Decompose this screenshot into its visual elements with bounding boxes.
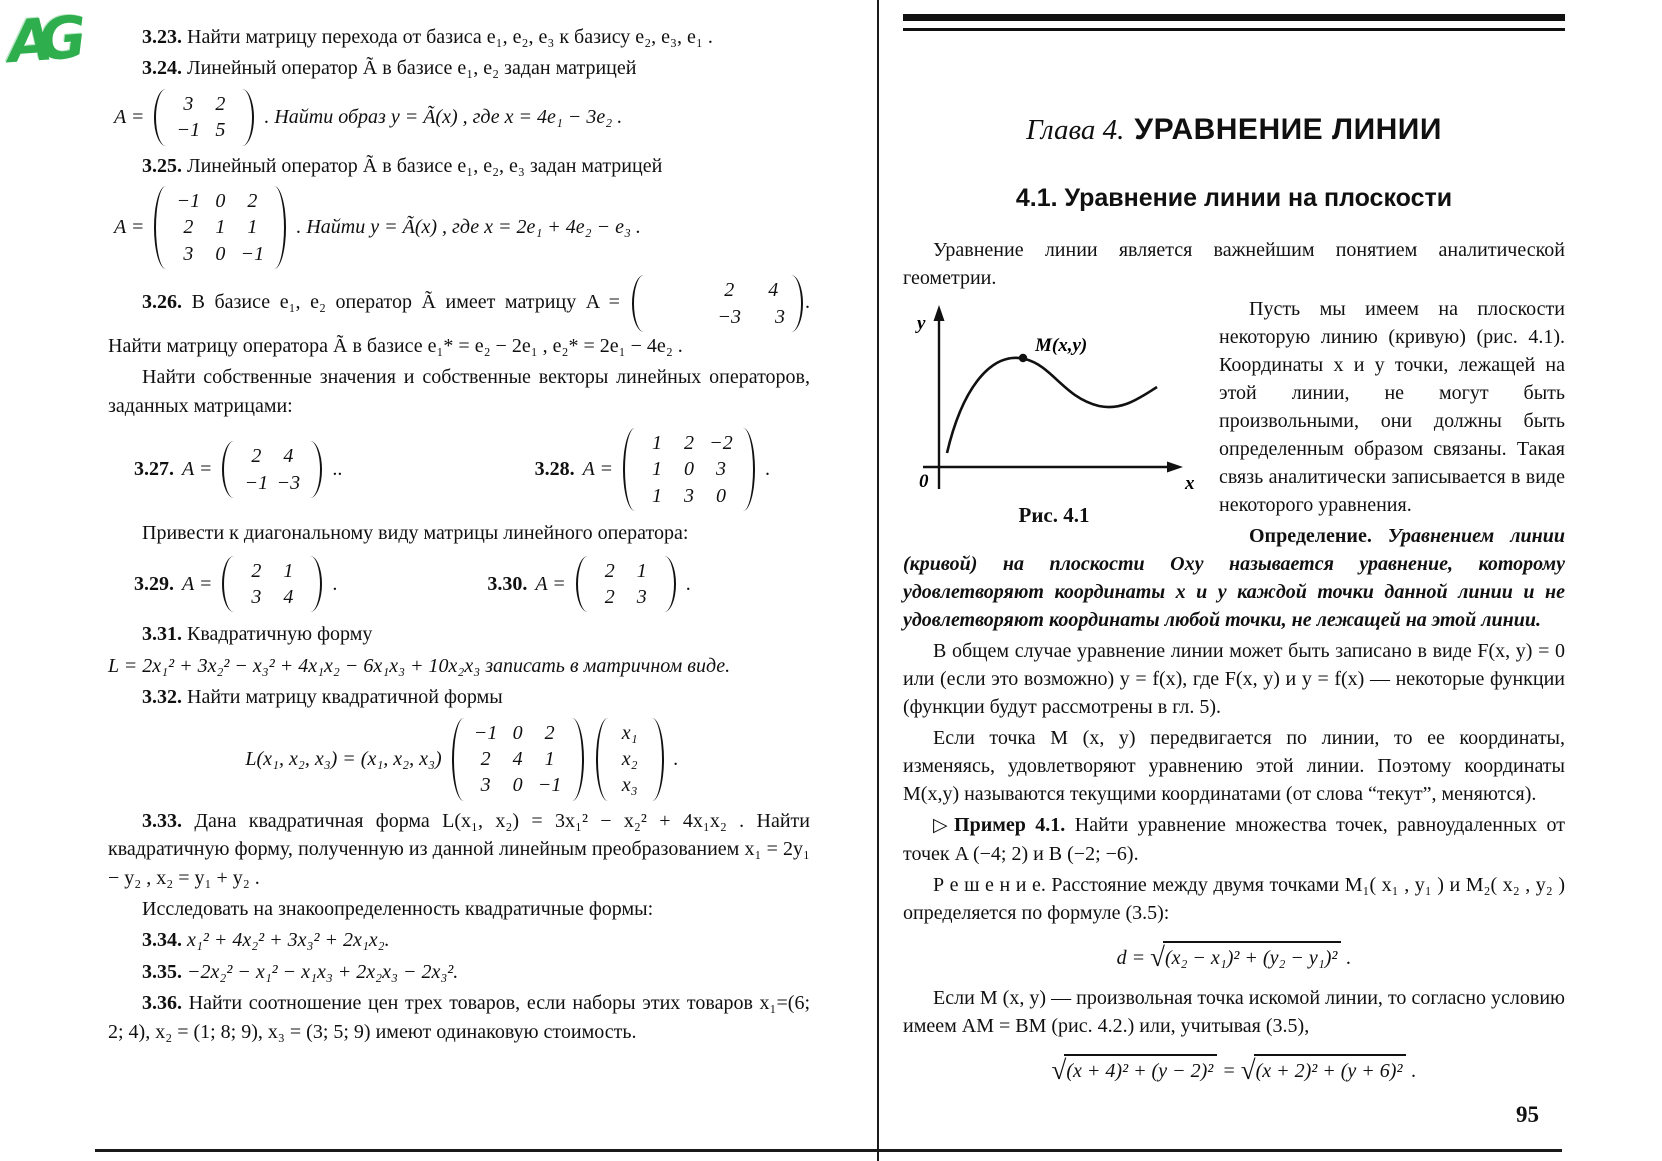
sqrt-icon: √	[1240, 1055, 1256, 1086]
problem-3-23	[108, 23, 810, 51]
sqrt-icon: √	[1150, 941, 1165, 972]
paren-open	[154, 89, 166, 146]
equation-tail: .	[685, 572, 691, 595]
matrix-body: −1 0 2 2 4 1 3 0 −1	[473, 721, 562, 797]
paragraph-general-form: В общем случае уравнение линии может быть записано в виде F(x, y) = 0 или (если это возможно) y = f(x), где F(x, y) и y = f(x) — некоторые функции (функции будут рассмотрены в гл. 5).	[903, 640, 1565, 718]
matrix-body: 2 1 3 4	[251, 559, 294, 609]
formula-tail: .	[1406, 1060, 1417, 1083]
problem-text: В базисе e₁, e₂ оператор Ã имеет матрицу A =	[191, 291, 620, 314]
problem-number: 3.34.	[142, 929, 182, 952]
problem-3-26	[108, 275, 810, 360]
formula-equals: =	[1217, 1060, 1241, 1083]
matrix-3-26	[632, 275, 804, 332]
vector-body: x₁ x₂ x₃	[621, 721, 638, 797]
equation-3-32	[114, 718, 810, 801]
paren-open	[632, 275, 644, 332]
equation-tail: .	[673, 747, 679, 770]
matrix-3-28	[623, 428, 755, 511]
paren-open	[596, 718, 608, 801]
definition-label: Определение.	[1249, 525, 1372, 547]
paren-close	[310, 556, 322, 613]
right-page	[903, 14, 1565, 1098]
figure-4-1	[903, 299, 1203, 499]
equation-tail: .	[765, 458, 770, 481]
paren-open	[154, 186, 166, 269]
formula-radicand-right: (x + 2)² + (y + 6)²	[1254, 1054, 1407, 1085]
problems-3-29-3-30	[108, 556, 810, 613]
chapter-heading	[903, 109, 1565, 151]
matrix-body: −1 0 2 2 1 1 3 0 −1	[176, 189, 265, 265]
x-axis-label: x	[1185, 473, 1195, 494]
paren-close	[274, 186, 286, 269]
equation-lhs: L(x₁, x₂, x₃) = (x₁, x₂, x₃)	[245, 747, 442, 770]
paragraph-line-on-plane: Пусть мы имеем на плоскости некоторую линию (кривую) (рис. 4.1). Координаты x и y точки, лежащей на этой линии, не могут быть произвольными, они должны быть определенным образом связаны. Такая связь аналитически записывается в виде некоторого уравнения.	[1219, 298, 1565, 516]
definition-paragraph	[903, 522, 1565, 634]
problem-text: −2x₂² − x₁² − x₁x₃ + 2x₂x₃ − 2x₃².	[187, 960, 459, 983]
formula-radicand-left: (x + 4)² + (y − 2)²	[1064, 1054, 1217, 1085]
matrix-3-24	[154, 89, 254, 146]
y-axis-label: y	[917, 313, 926, 334]
matrix-body: 1 2 −2 1 0 3 1 3 0	[652, 432, 733, 507]
problem-text: Линейный оператор Ã в базисе e₁, e₂ задан матрицей	[187, 57, 637, 80]
paragraph-current-coordinates: Если точка M (x, y) передвигается по линии, то ее координаты, изменяясь, удовлетворяют уравнению этой линии. Поэтому координаты M(x,y) называются текущими координатами (от слова “текут”, меняются).	[903, 727, 1565, 805]
curve	[947, 358, 1157, 453]
example-4-1	[903, 811, 1565, 868]
x-axis-arrow	[1167, 462, 1183, 473]
matrix-body: 2 1 2 3	[604, 559, 647, 609]
paren-open	[222, 556, 234, 613]
problem-3-30	[487, 556, 690, 613]
equation-lhs: A =	[182, 572, 213, 595]
paren-close	[310, 441, 322, 498]
point-label: M(x,y)	[1035, 335, 1088, 356]
quadratic-form-3-31: L = 2x₁² + 3x₂² − x₃² + 4x₁x₂ − 6x₁x₃ + 10x₂x₃ записать в матричном виде.	[108, 654, 731, 677]
bottom-rule	[95, 1149, 1562, 1152]
problem-number: 3.28.	[534, 458, 575, 481]
problem-text: Линейный оператор Ã в базисе e₁, e₂, e₃ задан матрицей	[187, 154, 663, 177]
example-label: Пример 4.1.	[954, 814, 1066, 836]
example-text: Найти уравнение множества точек, равноудаленных от точек A (−4; 2) и B (−2; −6).	[903, 814, 1566, 865]
matrix-3-25	[154, 186, 286, 269]
header-rule	[903, 14, 1565, 31]
matrix-3-27	[222, 441, 322, 498]
problem-text: x₁² + 4x₂² + 3x₃² + 2x₁x₂.	[187, 929, 390, 952]
sqrt-icon: √	[1051, 1055, 1067, 1086]
solution-paragraph: Р е ш е н и е. Расстояние между двумя точками M₁( x₁ , y₁ ) и M₂( x₂ , y₂ ) определяется по формуле (3.5):	[903, 873, 1565, 924]
problem-3-32	[108, 683, 810, 711]
intro-diagonal: Привести к диагональному виду матрицы линейного оператора:	[142, 522, 689, 545]
problem-number: 3.33.	[142, 809, 182, 832]
equation-lhs: A =	[582, 458, 613, 481]
matrix-3-32	[452, 718, 584, 801]
distance-formula	[903, 937, 1565, 975]
problem-3-34	[108, 926, 810, 954]
paren-close	[652, 718, 664, 801]
problem-number: 3.26.	[142, 291, 182, 314]
example-marker-icon: ▷	[933, 815, 953, 836]
chapter-label: Глава 4.	[1026, 114, 1125, 146]
equation-rhs: . Найти образ y = Ã(x) , где x = 4e₁ − 3e₂ .	[264, 105, 623, 128]
left-page	[108, 20, 810, 1049]
problem-number: 3.23.	[142, 26, 182, 48]
equation-lhs: A =	[182, 458, 213, 481]
paren-close	[572, 718, 584, 801]
problem-text-continued: Найти матрицу оператора Ã в базисе e₁* = e₂ − 2e₁ , e₂* = 2e₁ − 4e₂ .	[108, 334, 683, 357]
equation-3-24	[114, 89, 810, 146]
problem-3-28	[535, 428, 770, 511]
publisher-logo: AG	[5, 3, 75, 77]
matrix-3-30	[576, 556, 676, 613]
matrix-body: 2 4 −1 −3	[244, 445, 301, 494]
matrix-period: .	[805, 291, 811, 314]
problem-text: Найти матрицу перехода от базиса e₁, e₂, e₃ к базису e₂, e₃, e₁ .	[187, 26, 713, 48]
intro-eigenvalues: Найти собственные значения и собственные векторы линейных операторов, заданных матрицами:	[108, 366, 810, 417]
problem-text: Найти соотношение цен трех товаров, если наборы этих товаров x₁=(6; 2; 4), x₂ = (1; 8; 9), x₃ = (3; 5; 9) имеют одинаковую стоимость.	[108, 992, 811, 1043]
problem-3-31	[108, 620, 810, 648]
problem-number: 3.24.	[142, 57, 182, 80]
problem-text: Квадратичную форму	[187, 623, 373, 646]
formula-lhs: d =	[1116, 946, 1151, 969]
problem-text: Найти матрицу квадратичной формы	[187, 686, 503, 709]
equation-tail: .	[332, 572, 338, 595]
problem-3-29	[134, 556, 337, 613]
page-number: 95	[1516, 1102, 1539, 1127]
equation-lhs: A =	[114, 105, 145, 128]
problem-3-35	[108, 958, 810, 986]
intro-sign-definite: Исследовать на знакоопределенность квадратичные формы:	[142, 897, 654, 920]
equation-3-25	[114, 186, 810, 269]
problem-number: 3.36.	[142, 992, 182, 1015]
paren-open	[452, 718, 464, 801]
origin-label: 0	[919, 471, 929, 492]
paren-open	[623, 428, 635, 511]
equality-formula	[903, 1050, 1565, 1088]
paren-open	[222, 441, 234, 498]
problem-3-25	[108, 152, 810, 180]
paren-close	[242, 89, 254, 146]
definition-text: Уравнением линии (кривой) на плоскости Oxy называется уравнение, которому удовлетворяют координаты x и y каждой точки данной линии и не удовлетворяют координаты любой точки, не лежащей на этой линии.	[903, 525, 1566, 631]
problem-number: 3.35.	[142, 960, 182, 983]
vector-3-32	[596, 718, 664, 801]
section-title: 4.1. Уравнение линии на плоскости	[1015, 184, 1453, 212]
problem-number: 3.30.	[487, 572, 528, 595]
matrix-body: 2 4 −3 3	[717, 279, 786, 328]
problem-number: 3.29.	[134, 572, 174, 595]
matrix-3-29	[222, 556, 322, 613]
figure-block	[903, 299, 1205, 530]
header-rule-thick	[903, 14, 1565, 21]
problem-3-33	[108, 807, 810, 892]
problem-3-36	[108, 989, 810, 1046]
equation-lhs: A =	[535, 572, 566, 595]
y-axis-arrow	[934, 305, 945, 321]
equation-lhs: A =	[114, 216, 145, 239]
paren-close	[664, 556, 676, 613]
figure-caption: Рис. 4.1	[1018, 503, 1090, 527]
problem-3-27	[134, 441, 342, 498]
paren-close	[743, 428, 755, 511]
paren-close	[791, 275, 803, 332]
chapter-title: УРАВНЕНИЕ ЛИНИИ	[1134, 113, 1442, 146]
paragraph-am-bm: Если M (x, y) — произвольная точка искомой линии, то согласно условию имеем AM = BM (рис. 4.2.) или, учитывая (3.5),	[903, 987, 1565, 1038]
matrix-body: 3 2 −1 5	[176, 92, 226, 142]
paragraph-intro: Уравнение линии является важнейшим понятием аналитической геометрии.	[903, 239, 1565, 289]
formula-radicand: (x₂ − x₁)² + (y₂ − y₁)²	[1163, 941, 1341, 972]
problem-3-24	[108, 54, 810, 82]
problems-3-27-3-28	[108, 428, 810, 511]
problem-number: 3.32.	[142, 686, 182, 709]
equation-tail: ..	[332, 458, 343, 481]
problem-text: Дана квадратичная форма L(x₁, x₂) = 3x₁² − x₂² + 4x₁x₂ . Найти квадратичную форму, полученную из данной линейным преобразованием x₁ = 2y₁ − y₂ , x₂ = y₁ + y₂ .	[108, 809, 810, 889]
equation-rhs: . Найти y = Ã(x) , где x = 2e₁ + 4e₂ − e₃ .	[296, 216, 641, 239]
problem-number: 3.31.	[142, 623, 182, 646]
page-divider	[877, 0, 879, 1161]
problem-number: 3.27.	[134, 458, 174, 481]
header-rule-thin	[903, 28, 1565, 31]
formula-tail: .	[1341, 946, 1352, 969]
paren-open	[576, 556, 588, 613]
problem-number: 3.25.	[142, 154, 182, 177]
point-M	[1019, 354, 1027, 362]
